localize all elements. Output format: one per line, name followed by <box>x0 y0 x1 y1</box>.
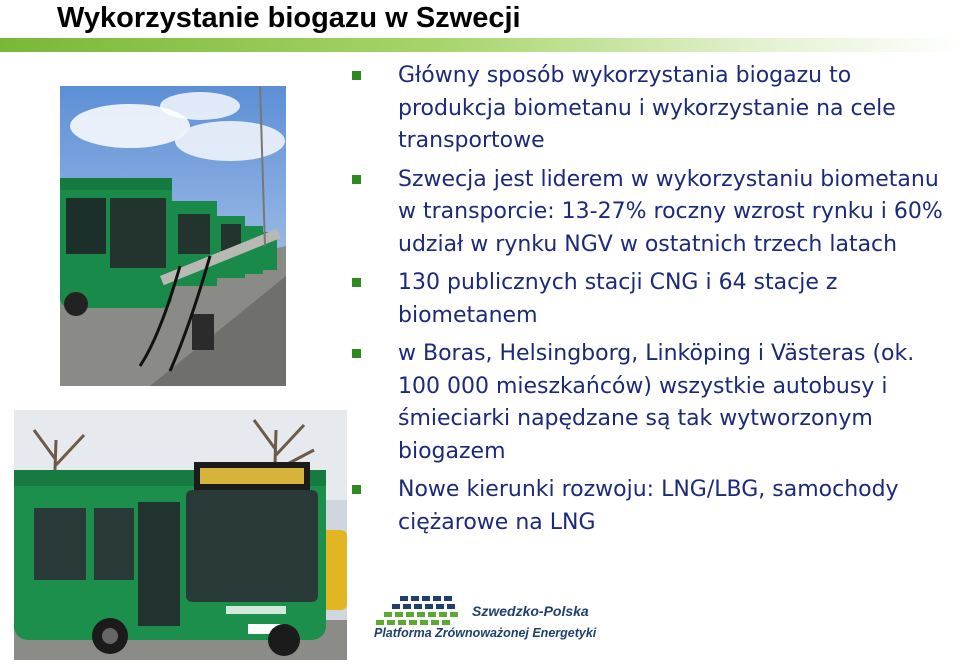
title-underline <box>0 38 960 52</box>
grid-logo-icon <box>370 592 630 652</box>
logo-line-2: Platforma Zrównoważonej Energetyki <box>374 626 597 640</box>
bullet-item <box>352 267 952 332</box>
logo-line-1: Szwedzko-Polska <box>472 603 589 619</box>
bullet-item <box>352 474 952 539</box>
bullet-item <box>352 164 952 262</box>
bullet-text: Nowe kierunki rozwoju: LNG/LBG, samochody ciężarowe na LNG <box>398 477 899 535</box>
bullet-item <box>352 338 952 468</box>
bullet-text: w Boras, Helsingborg, Linköping i Västeras (ok. 100 000 mieszkańców) wszystkie autobusy i śmieciarki napędzane są tak wytworzonym biogazem <box>398 341 915 464</box>
bullet-marker-icon <box>352 175 361 184</box>
bullet-list <box>352 60 952 545</box>
bullet-item <box>352 60 952 158</box>
bullet-text: Główny sposób wykorzystania biogazu to produkcja biometanu i wykorzystanie na cele transportowe <box>398 63 896 153</box>
bullet-text: 130 publicznych stacji CNG i 64 stacje z biometanem <box>398 270 838 328</box>
bus-depot-photo <box>60 86 286 386</box>
platform-logo <box>370 592 630 652</box>
city-bus-photo <box>14 410 347 660</box>
bullet-text: Szwecja jest liderem w wykorzystaniu biometanu w transporcie: 13-27% roczny wzrost rynku i 60% udział w rynku NGV w ostatnich trzech latach <box>398 166 943 257</box>
bullet-marker-icon <box>352 349 361 358</box>
bullet-marker-icon <box>352 71 361 80</box>
slide-title: Wykorzystanie biogazu w Szwecji <box>57 2 521 34</box>
bullet-marker-icon <box>352 485 361 494</box>
bullet-marker-icon <box>352 278 361 287</box>
